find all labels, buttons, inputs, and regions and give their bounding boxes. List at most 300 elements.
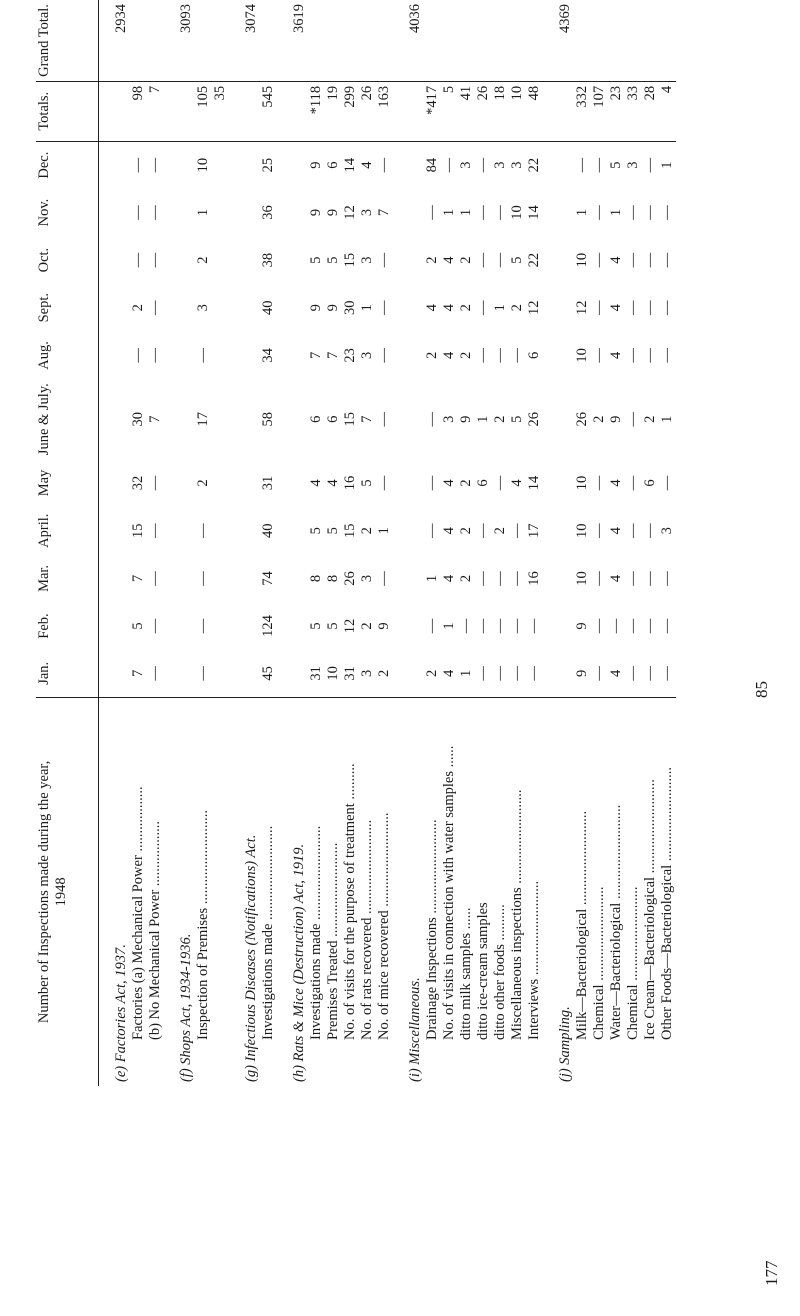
month-value: —: [625, 348, 641, 363]
col-oct: Oct.: [36, 236, 99, 284]
empty-cell: [277, 379, 308, 459]
month-value: 10: [574, 252, 590, 268]
month-value: 4: [441, 256, 457, 264]
row-total: *118: [308, 81, 325, 141]
empty-cell: [591, 0, 608, 81]
month-value: 7: [130, 574, 146, 583]
empty-cell: [212, 0, 229, 81]
col-jan: Jan.: [36, 650, 99, 698]
month-value: 23: [342, 348, 358, 363]
month-value: 2: [195, 479, 211, 487]
month-value: —: [130, 348, 146, 363]
row-label: Investigations made ..........................: [260, 697, 277, 1086]
row-total: 23: [608, 81, 625, 141]
month-value: 14: [342, 157, 358, 173]
row-label: Premises Treated ..........................: [325, 697, 342, 1086]
month-value: —: [642, 252, 658, 268]
month-value: 16: [342, 475, 358, 491]
month-value: 1: [659, 161, 675, 169]
month-value: —: [130, 205, 146, 220]
month-value: —: [625, 411, 641, 427]
month-value: 5: [509, 415, 525, 423]
row-label: No. of visits in connection with water samples ......: [441, 697, 458, 1086]
month-value: 2: [424, 256, 440, 264]
empty-cell: [99, 284, 131, 332]
section-heading-row: [229, 0, 260, 1086]
section-heading-row: [393, 0, 424, 1086]
month-value: —: [492, 475, 508, 491]
section-heading: (g) Infectious Diseases (Notifications) Act.: [229, 697, 260, 1086]
month-value: 4: [308, 479, 324, 487]
table-row: [424, 0, 441, 1086]
month-value: —: [475, 618, 491, 634]
month-value: 2: [130, 304, 146, 312]
month-value: —: [424, 475, 440, 491]
empty-cell: [424, 0, 441, 81]
row-label: No. of rats recovered ..........................: [359, 697, 376, 1086]
section-heading: (h) Rats & Mice (Destruction) Act, 1919.: [277, 697, 308, 1086]
month-value: 38: [260, 252, 276, 268]
empty-cell: [260, 0, 277, 81]
month-value: 7: [359, 415, 375, 423]
month-value: —: [591, 205, 607, 220]
row-total: *417: [424, 81, 441, 141]
section-heading: (i) Miscellaneous.: [393, 697, 424, 1086]
month-value: 1: [441, 622, 457, 630]
row-total: 545: [260, 81, 277, 141]
empty-cell: [543, 332, 574, 380]
month-value: 10: [509, 205, 525, 220]
month-value: —: [591, 618, 607, 634]
table-row: [212, 0, 229, 1086]
month-value: —: [492, 618, 508, 634]
table-row: [147, 0, 164, 1086]
month-value: 2: [591, 415, 607, 423]
month-value: 9: [308, 208, 324, 217]
empty-cell: [543, 81, 574, 141]
month-value: —: [424, 205, 440, 220]
month-value: —: [591, 523, 607, 538]
month-value: 12: [574, 300, 590, 315]
month-value: 4: [441, 574, 457, 583]
month-value: 3: [625, 161, 641, 169]
month-value: 6: [325, 415, 341, 423]
month-value: 3: [359, 351, 375, 360]
month-value: —: [195, 666, 211, 681]
month-value: 32: [130, 475, 146, 491]
month-value: 5: [325, 527, 341, 535]
month-value: —: [642, 618, 658, 634]
empty-cell: [277, 81, 308, 141]
row-total: 105: [195, 81, 212, 141]
empty-cell: [659, 0, 676, 81]
row-total: 299: [342, 81, 359, 141]
month-value: —: [642, 300, 658, 315]
month-value: 12: [342, 205, 358, 220]
month-value: [212, 284, 229, 332]
empty-cell: [393, 555, 424, 603]
empty-cell: [229, 332, 260, 380]
month-value: —: [458, 618, 474, 634]
month-value: —: [475, 348, 491, 363]
month-value: 10: [574, 523, 590, 538]
empty-cell: [393, 284, 424, 332]
empty-cell: [99, 236, 131, 284]
empty-cell: [164, 332, 195, 380]
empty-cell: [229, 507, 260, 555]
row-total: 18: [492, 81, 509, 141]
section-heading-row: [277, 0, 308, 1086]
table-row: [642, 0, 659, 1086]
month-value: —: [509, 618, 525, 634]
month-value: 2: [195, 256, 211, 264]
month-value: —: [509, 666, 525, 681]
month-value: [212, 141, 229, 189]
row-total: 163: [376, 81, 393, 141]
month-value: —: [147, 205, 163, 220]
month-value: 4: [441, 351, 457, 360]
empty-cell: [164, 650, 195, 698]
empty-cell: [642, 0, 659, 81]
month-value: —: [625, 475, 641, 491]
month-value: 2: [458, 304, 474, 312]
empty-cell: [277, 284, 308, 332]
month-value: 5: [509, 256, 525, 264]
month-value: 6: [325, 161, 341, 169]
month-value: 4: [608, 304, 624, 312]
month-value: 7: [325, 351, 341, 360]
empty-cell: [441, 0, 458, 81]
header-row: [36, 0, 99, 1086]
table-row: [308, 0, 325, 1086]
month-value: 7: [308, 351, 324, 360]
empty-cell: [99, 332, 131, 380]
section-heading: (j) Sampling.: [543, 697, 574, 1086]
section-heading-row: [543, 0, 574, 1086]
month-value: 6: [475, 479, 491, 487]
month-value: 2: [642, 415, 658, 423]
empty-cell: [229, 555, 260, 603]
empty-cell: [164, 602, 195, 650]
month-value: 1: [458, 208, 474, 217]
row-label: ditto milk samples ......: [458, 697, 475, 1086]
month-value: 6: [642, 479, 658, 487]
month-value: 1: [359, 304, 375, 312]
row-label: Inspection of Premises ..........................: [195, 697, 212, 1086]
month-value: 4: [608, 574, 624, 583]
empty-cell: [458, 0, 475, 81]
month-value: —: [625, 666, 641, 681]
empty-cell: [277, 141, 308, 189]
month-value: 16: [526, 571, 542, 586]
month-value: 1: [475, 415, 491, 423]
month-value: —: [147, 252, 163, 268]
month-value: —: [642, 157, 658, 173]
month-value: —: [642, 523, 658, 538]
month-value: 4: [509, 479, 525, 487]
month-value: —: [659, 348, 675, 363]
empty-cell: [277, 332, 308, 380]
month-value: 17: [526, 523, 542, 538]
month-value: [212, 189, 229, 237]
month-value: 9: [574, 622, 590, 630]
month-value: 36: [260, 205, 276, 220]
empty-cell: [229, 602, 260, 650]
row-total: 332: [574, 81, 591, 141]
empty-cell: [147, 0, 164, 81]
empty-cell: [359, 0, 376, 81]
empty-cell: [229, 379, 260, 459]
table-row: [526, 0, 543, 1086]
month-value: 2: [424, 351, 440, 360]
month-value: —: [642, 571, 658, 586]
row-label: Miscellaneous inspections ..........................: [509, 697, 526, 1086]
month-value: 3: [359, 256, 375, 264]
month-value: 7: [147, 415, 163, 423]
month-value: —: [642, 205, 658, 220]
month-value: [212, 650, 229, 698]
month-value: —: [147, 571, 163, 586]
empty-cell: [543, 555, 574, 603]
table-row: [608, 0, 625, 1086]
month-value: —: [376, 348, 392, 363]
empty-cell: [393, 236, 424, 284]
month-value: 30: [342, 300, 358, 315]
row-total: 19: [325, 81, 342, 141]
page-number: 85: [752, 681, 771, 698]
row-label: Milk—Bacteriological ..........................: [574, 697, 591, 1086]
empty-cell: [99, 459, 131, 507]
table-row: [325, 0, 342, 1086]
empty-cell: [277, 507, 308, 555]
month-value: —: [475, 157, 491, 173]
empty-cell: [393, 81, 424, 141]
month-value: —: [625, 205, 641, 220]
month-value: 9: [325, 304, 341, 312]
empty-cell: [393, 189, 424, 237]
row-total: 98: [130, 81, 147, 141]
month-value: 9: [574, 669, 590, 677]
empty-cell: [277, 236, 308, 284]
row-total: 4: [659, 81, 676, 141]
empty-cell: [164, 189, 195, 237]
table-row: [441, 0, 458, 1086]
empty-cell: [543, 379, 574, 459]
row-total: 107: [591, 81, 608, 141]
month-value: 30: [130, 411, 146, 427]
row-label: [212, 697, 229, 1086]
empty-cell: [99, 141, 131, 189]
empty-cell: [526, 0, 543, 81]
empty-cell: [130, 0, 147, 81]
month-value: [212, 236, 229, 284]
month-value: 3: [492, 161, 508, 169]
month-value: —: [147, 618, 163, 634]
row-label: Interviews ..........................: [526, 697, 543, 1086]
month-value: 1: [492, 304, 508, 312]
empty-cell: [164, 555, 195, 603]
month-value: —: [625, 618, 641, 634]
row-total: 28: [642, 81, 659, 141]
month-value: [212, 602, 229, 650]
table-row: [376, 0, 393, 1086]
month-value: 40: [260, 300, 276, 315]
month-value: —: [591, 300, 607, 315]
row-total: 26: [475, 81, 492, 141]
month-value: —: [475, 205, 491, 220]
month-value: —: [147, 666, 163, 681]
month-value: [212, 507, 229, 555]
empty-cell: [164, 379, 195, 459]
empty-cell: [543, 141, 574, 189]
month-value: 5: [130, 622, 146, 630]
row-total: 41: [458, 81, 475, 141]
empty-cell: [492, 0, 509, 81]
month-value: 12: [342, 618, 358, 634]
row-label: No. of visits for the purpose of treatment ..........: [342, 697, 359, 1086]
empty-cell: [277, 555, 308, 603]
month-value: 10: [574, 571, 590, 586]
row-label: Water—Bacteriological ..........................: [608, 697, 625, 1086]
empty-cell: [393, 459, 424, 507]
empty-cell: [229, 650, 260, 698]
empty-cell: [229, 141, 260, 189]
month-value: —: [659, 618, 675, 634]
month-value: [212, 379, 229, 459]
month-value: 5: [359, 479, 375, 487]
table-row: [591, 0, 608, 1086]
month-value: 10: [195, 157, 211, 173]
empty-cell: [393, 650, 424, 698]
month-value: —: [591, 571, 607, 586]
month-value: —: [376, 157, 392, 173]
empty-cell: [164, 81, 195, 141]
month-value: —: [591, 157, 607, 173]
empty-cell: [229, 189, 260, 237]
month-value: —: [625, 300, 641, 315]
empty-cell: [608, 0, 625, 81]
empty-cell: [99, 650, 131, 698]
row-total: 26: [359, 81, 376, 141]
section-heading: (f) Shops Act, 1934-1936.: [164, 697, 195, 1086]
month-value: —: [130, 252, 146, 268]
month-value: 9: [608, 415, 624, 423]
col-grand-total: Grand Total.: [36, 0, 99, 81]
empty-cell: [543, 236, 574, 284]
month-value: 6: [526, 351, 542, 360]
row-label: ditto ice-cream samples: [475, 697, 492, 1086]
month-value: —: [475, 300, 491, 315]
row-label: (b) No Mechanical Power ..................: [147, 697, 164, 1086]
empty-cell: [277, 189, 308, 237]
empty-cell: [277, 650, 308, 698]
month-value: —: [591, 252, 607, 268]
month-value: —: [376, 300, 392, 315]
empty-cell: [164, 284, 195, 332]
month-value: —: [376, 475, 392, 491]
row-total: 48: [526, 81, 543, 141]
month-value: —: [475, 252, 491, 268]
month-value: 7: [376, 208, 392, 217]
month-value: —: [574, 157, 590, 173]
month-value: —: [195, 523, 211, 538]
month-value: —: [475, 666, 491, 681]
month-value: 4: [608, 527, 624, 535]
month-value: 26: [526, 411, 542, 427]
row-label: Investigations made ..........................: [308, 697, 325, 1086]
month-value: —: [195, 571, 211, 586]
grand-total-cell: 3619: [277, 0, 308, 81]
month-value: 2: [458, 256, 474, 264]
grand-total-cell: 3074: [229, 0, 260, 81]
month-value: 1: [458, 669, 474, 677]
row-label: Drainage Inspections ..........................: [424, 697, 441, 1086]
month-value: 14: [526, 205, 542, 220]
month-value: 3: [458, 161, 474, 169]
month-value: —: [492, 348, 508, 363]
month-value: 2: [376, 669, 392, 677]
col-mar: Mar.: [36, 555, 99, 603]
grand-total-cell: 4369: [543, 0, 574, 81]
folio-number: 177: [762, 1260, 781, 1286]
month-value: 4: [608, 479, 624, 487]
empty-cell: [99, 189, 131, 237]
row-total: 5: [441, 81, 458, 141]
month-value: 12: [526, 300, 542, 315]
month-value: —: [659, 205, 675, 220]
month-value: [212, 332, 229, 380]
month-value: 8: [308, 574, 324, 583]
month-value: —: [475, 571, 491, 586]
row-label: Ice Cream—Bacteriological ..........................: [642, 697, 659, 1086]
month-value: —: [591, 475, 607, 491]
table-row: [574, 0, 591, 1086]
month-value: 1: [574, 208, 590, 217]
month-value: 5: [325, 256, 341, 264]
row-label: Other Foods—Bacteriological ..........................: [659, 697, 676, 1086]
month-value: —: [591, 666, 607, 681]
empty-cell: [99, 602, 131, 650]
empty-cell: [99, 555, 131, 603]
empty-cell: [475, 0, 492, 81]
month-value: —: [492, 205, 508, 220]
empty-cell: [325, 0, 342, 81]
month-value: 3: [359, 574, 375, 583]
month-value: 40: [260, 523, 276, 538]
empty-cell: [543, 507, 574, 555]
table-row: [509, 0, 526, 1086]
empty-cell: [543, 650, 574, 698]
empty-cell: [229, 284, 260, 332]
month-value: 124: [260, 615, 276, 637]
empty-cell: [393, 379, 424, 459]
month-value: —: [376, 411, 392, 427]
month-value: —: [591, 348, 607, 363]
month-value: —: [509, 348, 525, 363]
month-value: 4: [441, 527, 457, 535]
month-value: 4: [608, 256, 624, 264]
month-value: 9: [308, 161, 324, 169]
table-row: [130, 0, 147, 1086]
col-dec: Dec.: [36, 141, 99, 189]
empty-cell: [393, 602, 424, 650]
month-value: —: [475, 523, 491, 538]
month-value: 8: [325, 574, 341, 583]
month-value: —: [424, 523, 440, 538]
month-value: 2: [424, 669, 440, 677]
month-value: —: [659, 475, 675, 491]
month-value: —: [195, 618, 211, 634]
